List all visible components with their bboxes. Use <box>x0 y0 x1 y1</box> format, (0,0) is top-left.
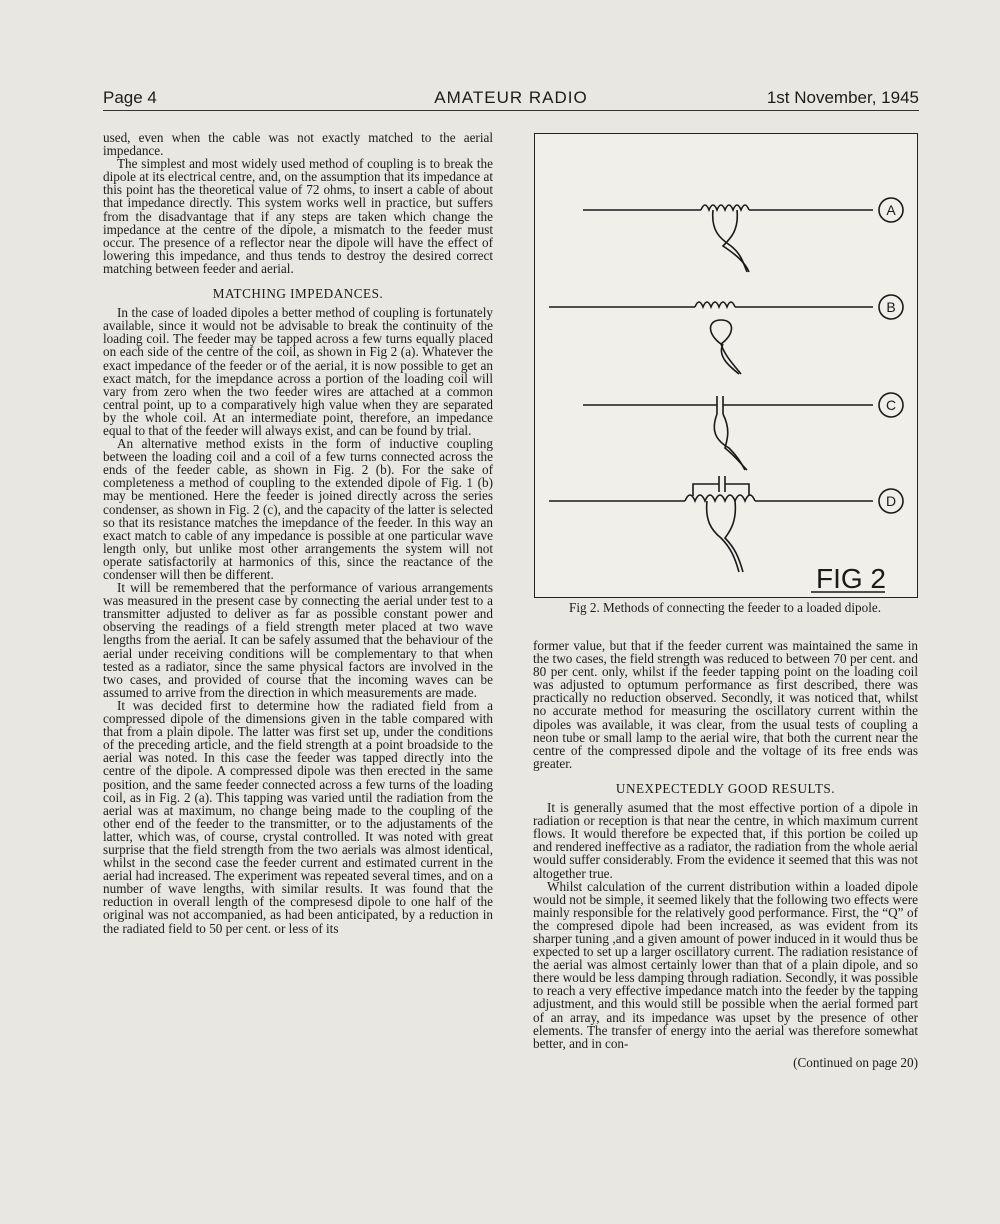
paragraph: In the case of loaded dipoles a better method of coupling is fortunately available, since it would not be advisable to break the continuity of the loading coil. The feeder may be tapped across a few turns equally placed on each side of the centre of the coil, as shown in Fig 2 (a). Whatever the exact impedance of the feeder or of the aerial, it is now possible to get an exact match, for the imepdance across a portion of the loading coil will vary from zero when the two feeder wires are attached at a common central point, up to a comparatively high value when they are separated by the whole coil. At an intermediate point, therefore, an impedance equal to that of the feeder will always exist, and can be found by trial. <box>103 305 493 438</box>
figure-caption: Fig 2. Methods of connecting the feeder to a loaded dipole. <box>568 600 882 615</box>
paragraph: It will be remembered that the performance of various arrangements was measured in the present case by connecting the aerial under test to a transmitter adjusted to deliver as far as possible constant power and observing the readings of a field strength meter placed at two wave lengths from the aerial. It can be safely assumed that the behaviour of the aerial under receiving conditions will be complementary to that when tested as a radiator, since the same physical factors are involved in the two cases, and provided of course that the incoming waves can be assumed to arrive from the direction in which measurements are made. <box>103 580 493 700</box>
page-header <box>103 86 919 111</box>
continued-note: (Continued on page 20) <box>793 1054 918 1070</box>
circuit-c <box>583 396 873 470</box>
issue-date: 1st November, 1945 <box>766 88 919 107</box>
feeder-connection-diagram <box>535 134 917 597</box>
paragraph: The simplest and most widely used method of coupling is to break the dipole at its electrical centre, and, on the assumption that its impedance at this point has the theoretical value of 72 ohms, to insert a cable of about that impedance directly. This system works well in practice, but suffers from the disadvantage that if any steps are taken which change the impedance at the centre of the dipole, a mismatch to the feeder must occur. The presence of a reflector near the dipole will have the effect of lowering this impedance, and thus tends to destroy the desired correct matching between feeder and aerial. <box>103 156 493 276</box>
circuit-d <box>549 476 873 572</box>
right-column <box>533 639 918 1069</box>
figure-2 <box>534 133 918 598</box>
label-a: A <box>886 202 896 218</box>
section-heading-matching-impedances: MATCHING IMPEDANCES. <box>212 286 384 302</box>
paragraph: former value, but that if the feeder current was maintained the same in the two cases, the field strength was reduced to between 70 per cent. and 80 per cent. only, whilst if the feeder tapping point on the loading coil was adjusted to optumum performance as first described, there was practically no reduction observed. Secondly, it was noticed that, whilst no accurate method for measuring the oscillatory current within the dipoles was available, it was clear, from the usual tests of coupling a neon tube or small lamp to the aerial wire, that both the current near the centre of the compressed dipole and the voltage of its free ends was greater. <box>533 638 918 771</box>
label-b: B <box>886 299 896 315</box>
label-c: C <box>885 397 897 413</box>
paragraph: used, even when the cable was not exactly matched to the aerial impedance. <box>103 130 493 159</box>
paragraph: It is generally asumed that the most effective portion of a dipole in radiation or reception is that near the centre, in which maximum current flows. It would therefore be expected that, if this portion be coiled up and rendered ineffective as a radiator, the radiation from the whole aerial would suffer considerably. From the evidence it seemed that this was not altogether true. <box>533 800 918 881</box>
paragraph: An alternative method exists in the form of inductive coupling between the loading coil and a coil of a few turns connected across the ends of the feeder cable, as shown in Fig. 2 (b). For the sake of completeness a method of coupling to the extended dipole of Fig. 1 (b) may be mentioned. Here the feeder is joined directly across the series condenser, as shown in Fig. 2 (c), and the capacity of the latter is selected so that its resistance matches the imepdance of the feeder. In this way an exact match to cable of any impedance is possible at one particular wave length only, but unlike most other arrangements the system will not operate satisfactorily at harmonics of this, since the reactance of the condenser will then be different. <box>103 436 493 582</box>
circuit-b <box>549 302 873 374</box>
page-number: Page 4 <box>103 88 157 107</box>
publication-title: AMATEUR RADIO <box>434 88 588 107</box>
circuit-a <box>583 205 873 272</box>
figure-label: FIG 2 <box>815 563 887 594</box>
label-d: D <box>885 493 897 509</box>
left-column <box>103 131 493 935</box>
paragraph: Whilst calculation of the current distribution within a loaded dipole would not be simple, it seemed likely that the following two effects were mainly responsible for the relatively good performance. First, the “Q” of the compresed dipole had been increased, as was evident from its sharper tuning ,and a given amount of power induced in it would thus be expected to set up a larger oscillatory current. The radiation resistance of the aerial was almost certainly lower than that of a plain dipole, and so there would be less damping through radiation. Secondly, it was possible to reach a very effective impedance match into the feeder by the tapping adjustment, and this would still be possible when the aerial formed part of an array, and its impedance was upset by the presence of other elements. The transfer of energy into the aerial was therefore somewhat better, and in con- <box>533 878 918 1051</box>
section-heading-unexpectedly-good-results: UNEXPECTEDLY GOOD RESULTS. <box>615 780 836 796</box>
paragraph: It was decided first to determine how the radiated field from a compressed dipole of the dimensions given in the table compared with that from a plain dipole. The latter was first set up, under the conditions of the preceding article, and the field strength at a point broadside to the aerial was noted. In this case the feeder was tapped directly into the centre of the dipole. A compressed dipole was then erected in the same position, and the same feeder connected across a few turns of the loading coil, as in Fig. 2 (a). This tapping was varied until the radiation from the aerial was at maximum, no change being made to the coupling of the other end of the feeder to the transmitter, or to the adjustaments of the latter, which was, of course, crystal controlled. It was noted with great surprise that the field strength from the two aerials was almost identical, whilst in the second case the feeder current and estimated current in the aerial had increased. The experiment was repeated several times, and on a number of wave lengths, with similar results. It was found that the reduction in overall length of the compresesd dipole to one half of the original was not accompanied, as had been anticipated, by a reduction in the radiated field to 50 per cent. or less of its <box>103 697 493 936</box>
